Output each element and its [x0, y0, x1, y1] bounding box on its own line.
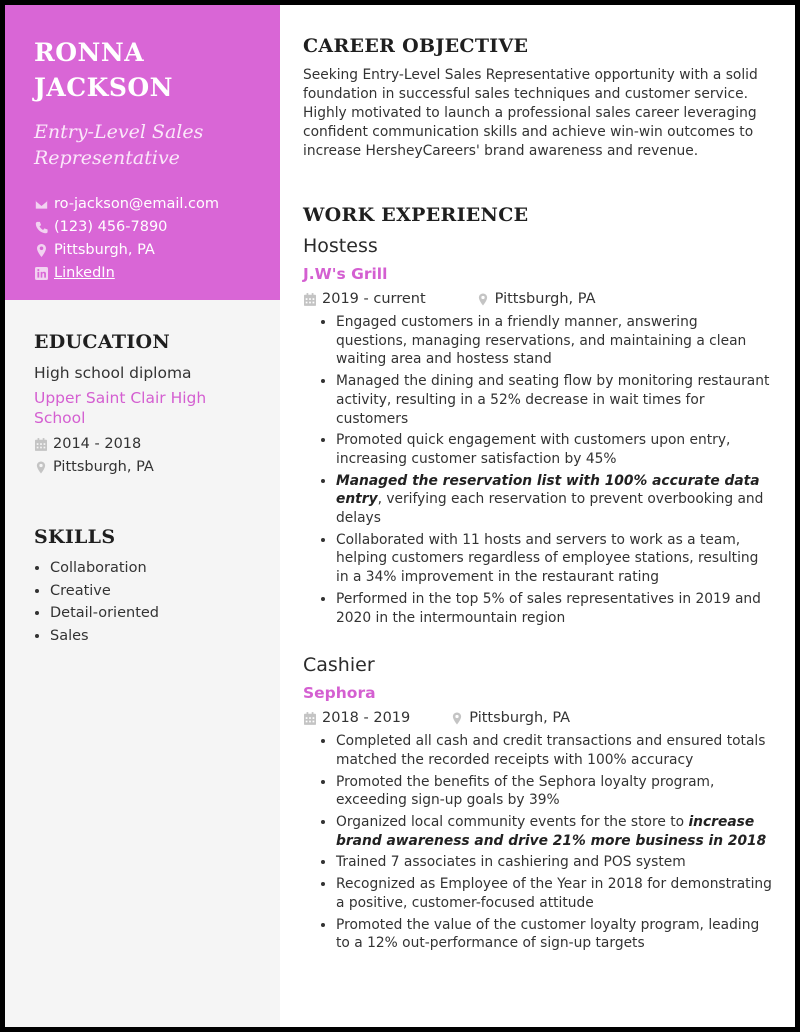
candidate-name [34, 35, 254, 105]
objective-text: Seeking Entry-Level Sales Representative opportunity with a solid foundation in successful sales techniques and customer service. Highly motivated to launch a professional sales career leveraging confident communication skills and achieve win-win outcomes to increase HersheyCareers' brand awareness and revenue. [303, 67, 758, 159]
calendar-icon [303, 293, 317, 306]
linkedin-link[interactable]: LinkedIn [54, 265, 115, 281]
job-location-text: Pittsburgh, PA [494, 291, 596, 307]
map-pin-icon [450, 712, 464, 725]
work-heading: WORK EXPERIENCE [303, 204, 529, 226]
job-bullets [303, 313, 773, 627]
title-line-1: Entry-Level Sales [34, 121, 204, 143]
skill-item: • Creative [50, 580, 254, 603]
job-entry [303, 234, 773, 627]
job-meta [303, 290, 773, 308]
skills-list [34, 557, 254, 647]
bullet-item: • Performed in the top 5% of sales representatives in 2019 and 2020 in the intermountain region [336, 590, 773, 627]
envelope-icon [34, 198, 48, 212]
bullet-item: • Completed all cash and credit transactions and ensured totals matched the recorded receipts with 100% accuracy [336, 732, 773, 769]
bullet-item: • Promoted quick engagement with customers upon entry, increasing customer satisfaction by 45% [336, 431, 773, 468]
education-dates [34, 434, 254, 454]
education-heading: EDUCATION [34, 331, 170, 353]
candidate-title [34, 119, 254, 171]
education-school: Upper Saint Clair High School [34, 389, 207, 427]
skills-section [5, 526, 280, 647]
job-dates-text: 2019 - current [322, 291, 426, 307]
sidebar [5, 5, 280, 1027]
objective-heading: CAREER OBJECTIVE [303, 35, 529, 57]
bullet-item: • Promoted the value of the customer loyalty program, leading to a 12% out-performance of sign-up targets [336, 916, 773, 953]
contact-phone [34, 216, 254, 239]
bullet-item: • Managed the reservation list with 100% accurate data entry, verifying each reservation to prevent overbooking and delays [336, 472, 773, 528]
bullet-item: • Engaged customers in a friendly manner, answering questions, managing reservations, and maintaining a clean waiting area and hostess stand [336, 313, 773, 369]
skills-heading: SKILLS [34, 526, 116, 548]
email-text: ro-jackson@email.com [54, 196, 219, 212]
bullet-item: • Recognized as Employee of the Year in 2018 for demonstrating a positive, customer-focused attitude [336, 875, 773, 912]
job-location [450, 709, 570, 727]
location-text: Pittsburgh, PA [54, 242, 155, 258]
name-line-1: RONNA [34, 38, 145, 67]
main-content [303, 35, 773, 956]
bullet-item: • Trained 7 associates in cashiering and POS system [336, 853, 773, 872]
job-bullets [303, 732, 773, 953]
education-dates-text: 2014 - 2018 [53, 436, 142, 452]
job-location [476, 290, 596, 308]
job-dates-text: 2018 - 2019 [322, 710, 411, 727]
linkedin-icon [34, 267, 48, 281]
job-entry [303, 653, 773, 953]
education-degree: High school diploma [34, 364, 192, 382]
job-location-text: Pittsburgh, PA [469, 710, 571, 727]
bullet-item: • Organized local community events for the store to increase brand awareness and drive 21% more business in 2018 [336, 813, 773, 850]
contact-linkedin[interactable] [34, 262, 254, 285]
calendar-icon [303, 712, 317, 725]
job-title: Cashier [303, 654, 375, 677]
job-company: Sephora [303, 684, 376, 703]
map-pin-icon [476, 293, 490, 306]
title-line-2: Representative [34, 147, 180, 169]
phone-icon [34, 221, 48, 235]
education-location-text: Pittsburgh, PA [53, 459, 154, 475]
map-pin-icon [34, 244, 48, 258]
bullet-item: • Promoted the benefits of the Sephora loyalty program, exceeding sign-up goals by 39% [336, 773, 773, 810]
job-title: Hostess [303, 235, 378, 257]
contact-location [34, 239, 254, 262]
job-meta [303, 709, 773, 727]
job-dates [303, 709, 410, 727]
education-location [34, 457, 254, 477]
skill-item: • Collaboration [50, 557, 254, 580]
objective-section [303, 35, 773, 161]
contact-list [34, 193, 254, 285]
skill-item: • Detail-oriented [50, 602, 254, 625]
bullet-item: • Collaborated with 11 hosts and servers to work as a team, helping customers regardless of employee stations, resulting in a 34% improvement in the restaurant rating [336, 531, 773, 587]
skill-item: • Sales [50, 625, 254, 648]
job-dates [303, 290, 426, 308]
bullet-item: • Managed the dining and seating flow by monitoring restaurant activity, resulting in a 52% decrease in wait times for customers [336, 372, 773, 428]
contact-email [34, 193, 254, 216]
profile-header [5, 5, 280, 300]
map-pin-icon [34, 461, 48, 474]
phone-text: (123) 456-7890 [54, 219, 168, 235]
education-section [5, 331, 280, 477]
work-experience-section [303, 204, 773, 953]
name-line-2: JACKSON [34, 73, 174, 102]
job-company: J.W's Grill [303, 265, 388, 283]
calendar-icon [34, 438, 48, 451]
